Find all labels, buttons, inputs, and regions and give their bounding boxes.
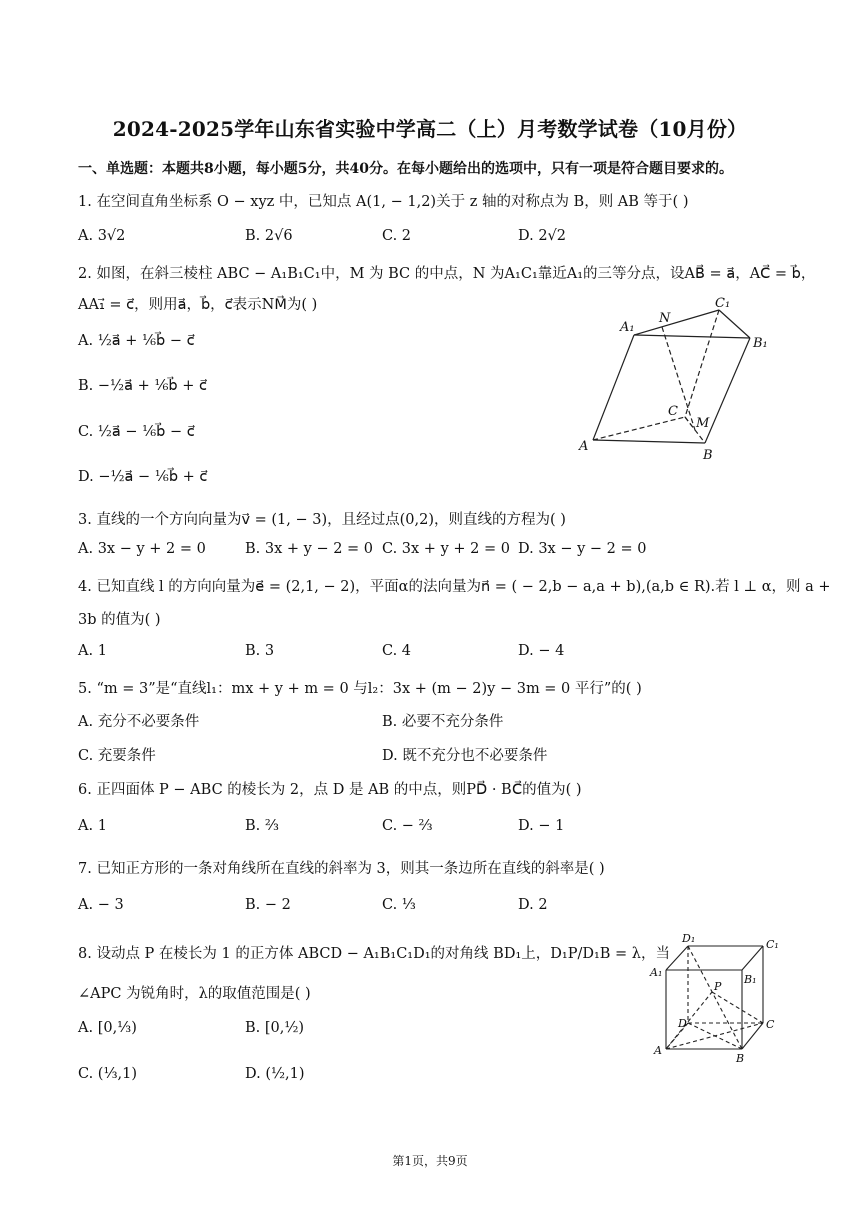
label-c1: C₁	[766, 938, 779, 951]
label-b1: B₁	[753, 336, 768, 351]
label-m: M	[696, 416, 710, 431]
q1-option-b: B. 2√6	[245, 228, 293, 244]
q4-option-b: B. 3	[245, 643, 275, 659]
q5-option-d: D. 既不充分也不必要条件	[382, 748, 548, 764]
q7-option-c: C. ⅓	[382, 897, 416, 913]
label-a: A	[654, 1044, 662, 1057]
q6-option-c: C. − ⅔	[382, 818, 433, 834]
label-d: D	[678, 1017, 687, 1030]
q3-option-b: B. 3x + y − 2 = 0	[245, 541, 374, 557]
label-b: B	[736, 1052, 745, 1065]
q6-option-d: D. − 1	[518, 818, 565, 834]
label-b1: B₁	[744, 973, 757, 986]
label-c: C	[668, 404, 678, 419]
q6-option-a: A. 1	[78, 818, 107, 834]
label-b: B	[703, 448, 713, 463]
q2-option-b: B. −½a⃗ + ⅙b⃗ + c⃗	[78, 378, 207, 394]
q8-option-a: A. [0,⅓)	[78, 1020, 137, 1036]
question-8-line-1: 8. 设动点 P 在棱长为 1 的正方体 ABCD − A₁B₁C₁D₁的对角线 BD₁上，D₁P/D₁B = λ，当	[78, 946, 670, 962]
q1-option-c: C. 2	[382, 228, 412, 244]
q6-option-b: B. ⅔	[245, 818, 279, 834]
label-d1: D₁	[682, 932, 696, 945]
q4-option-a: A. 1	[78, 643, 107, 659]
q3-option-d: D. 3x − y − 2 = 0	[518, 541, 647, 557]
q5-option-a: A. 充分不必要条件	[78, 714, 200, 730]
q8-option-d: D. (½,1)	[245, 1066, 305, 1082]
q4-option-d: D. − 4	[518, 643, 565, 659]
q7-option-a: A. − 3	[78, 897, 124, 913]
q4-option-c: C. 4	[382, 643, 412, 659]
q5-option-b: B. 必要不充分条件	[382, 714, 504, 730]
label-c: C	[766, 1018, 775, 1031]
prism-figure	[575, 295, 770, 465]
q2-option-d: D. −½a⃗ − ⅙b⃗ + c⃗	[78, 469, 208, 485]
question-1-text: 1. 在空间直角坐标系 O − xyz 中，已知点 A(1, − 1,2)关于 z 轴的对称点为 B，则 AB 等于( )	[78, 194, 689, 210]
label-a1: A₁	[650, 966, 663, 979]
question-5-text: 5. “m = 3”是“直线l₁：mx + y + m = 0 与l₂：3x + (m − 2)y − 3m = 0 平行”的( )	[78, 681, 642, 697]
question-4-line-1: 4. 已知直线 l 的方向向量为e⃗ = (2,1, − 2)，平面α的法向量为n⃗ = ( − 2,b − a,a + b),(a,b ∈ R).若 l ⊥ α，则 a +	[78, 579, 831, 595]
label-a1: A₁	[620, 320, 635, 335]
q7-option-d: D. 2	[518, 897, 548, 913]
q8-option-c: C. (⅓,1)	[78, 1066, 137, 1082]
q8-option-b: B. [0,½)	[245, 1020, 305, 1036]
question-7-text: 7. 已知正方形的一条对角线所在直线的斜率为 3，则其一条边所在直线的斜率是( )	[78, 861, 605, 877]
question-6-text: 6. 正四面体 P − ABC 的棱长为 2，点 D 是 AB 的中点，则PD⃗ · BC⃗的值为( )	[78, 782, 582, 798]
q5-option-c: C. 充要条件	[78, 748, 156, 764]
section-heading: 一、单选题：本题共8小题，每小题5分，共40分。在每小题给出的选项中，只有一项是符合题目要求的。	[78, 161, 733, 177]
question-4-line-2: 3b 的值为( )	[78, 612, 161, 628]
q2-option-a: A. ½a⃗ + ⅙b⃗ − c⃗	[78, 333, 195, 349]
page-footer: 第1页，共9页	[392, 1154, 468, 1168]
q1-option-a: A. 3√2	[78, 228, 126, 244]
q3-option-c: C. 3x + y + 2 = 0	[382, 541, 510, 557]
q1-option-d: D. 2√2	[518, 228, 567, 244]
page-title: 2024-2025学年山东省实验中学高二（上）月考数学试卷（10月份）	[112, 117, 748, 141]
question-2-line-2: AA₁⃗ = c⃗，则用a⃗，b⃗，c⃗表示NM⃗为( )	[78, 297, 318, 313]
label-a: A	[579, 439, 589, 454]
label-n: N	[659, 311, 671, 326]
question-2-line-1: 2. 如图，在斜三棱柱 ABC − A₁B₁C₁中，M 为 BC 的中点，N 为A₁C₁靠近A₁的三等分点，设AB⃗ = a⃗，AC⃗ = b⃗，	[78, 266, 816, 282]
q2-option-c: C. ½a⃗ − ⅙b⃗ − c⃗	[78, 424, 195, 440]
label-p: P	[714, 980, 722, 993]
question-3-text: 3. 直线的一个方向向量为v⃗ = (1, − 3)，且经过点(0,2)，则直线的方程为( )	[78, 512, 566, 528]
label-c1: C₁	[715, 296, 731, 311]
question-8-line-2: ∠APC 为锐角时，λ的取值范围是( )	[78, 986, 311, 1002]
q3-option-a: A. 3x − y + 2 = 0	[78, 541, 206, 557]
cube-figure	[648, 932, 788, 1067]
q7-option-b: B. − 2	[245, 897, 291, 913]
